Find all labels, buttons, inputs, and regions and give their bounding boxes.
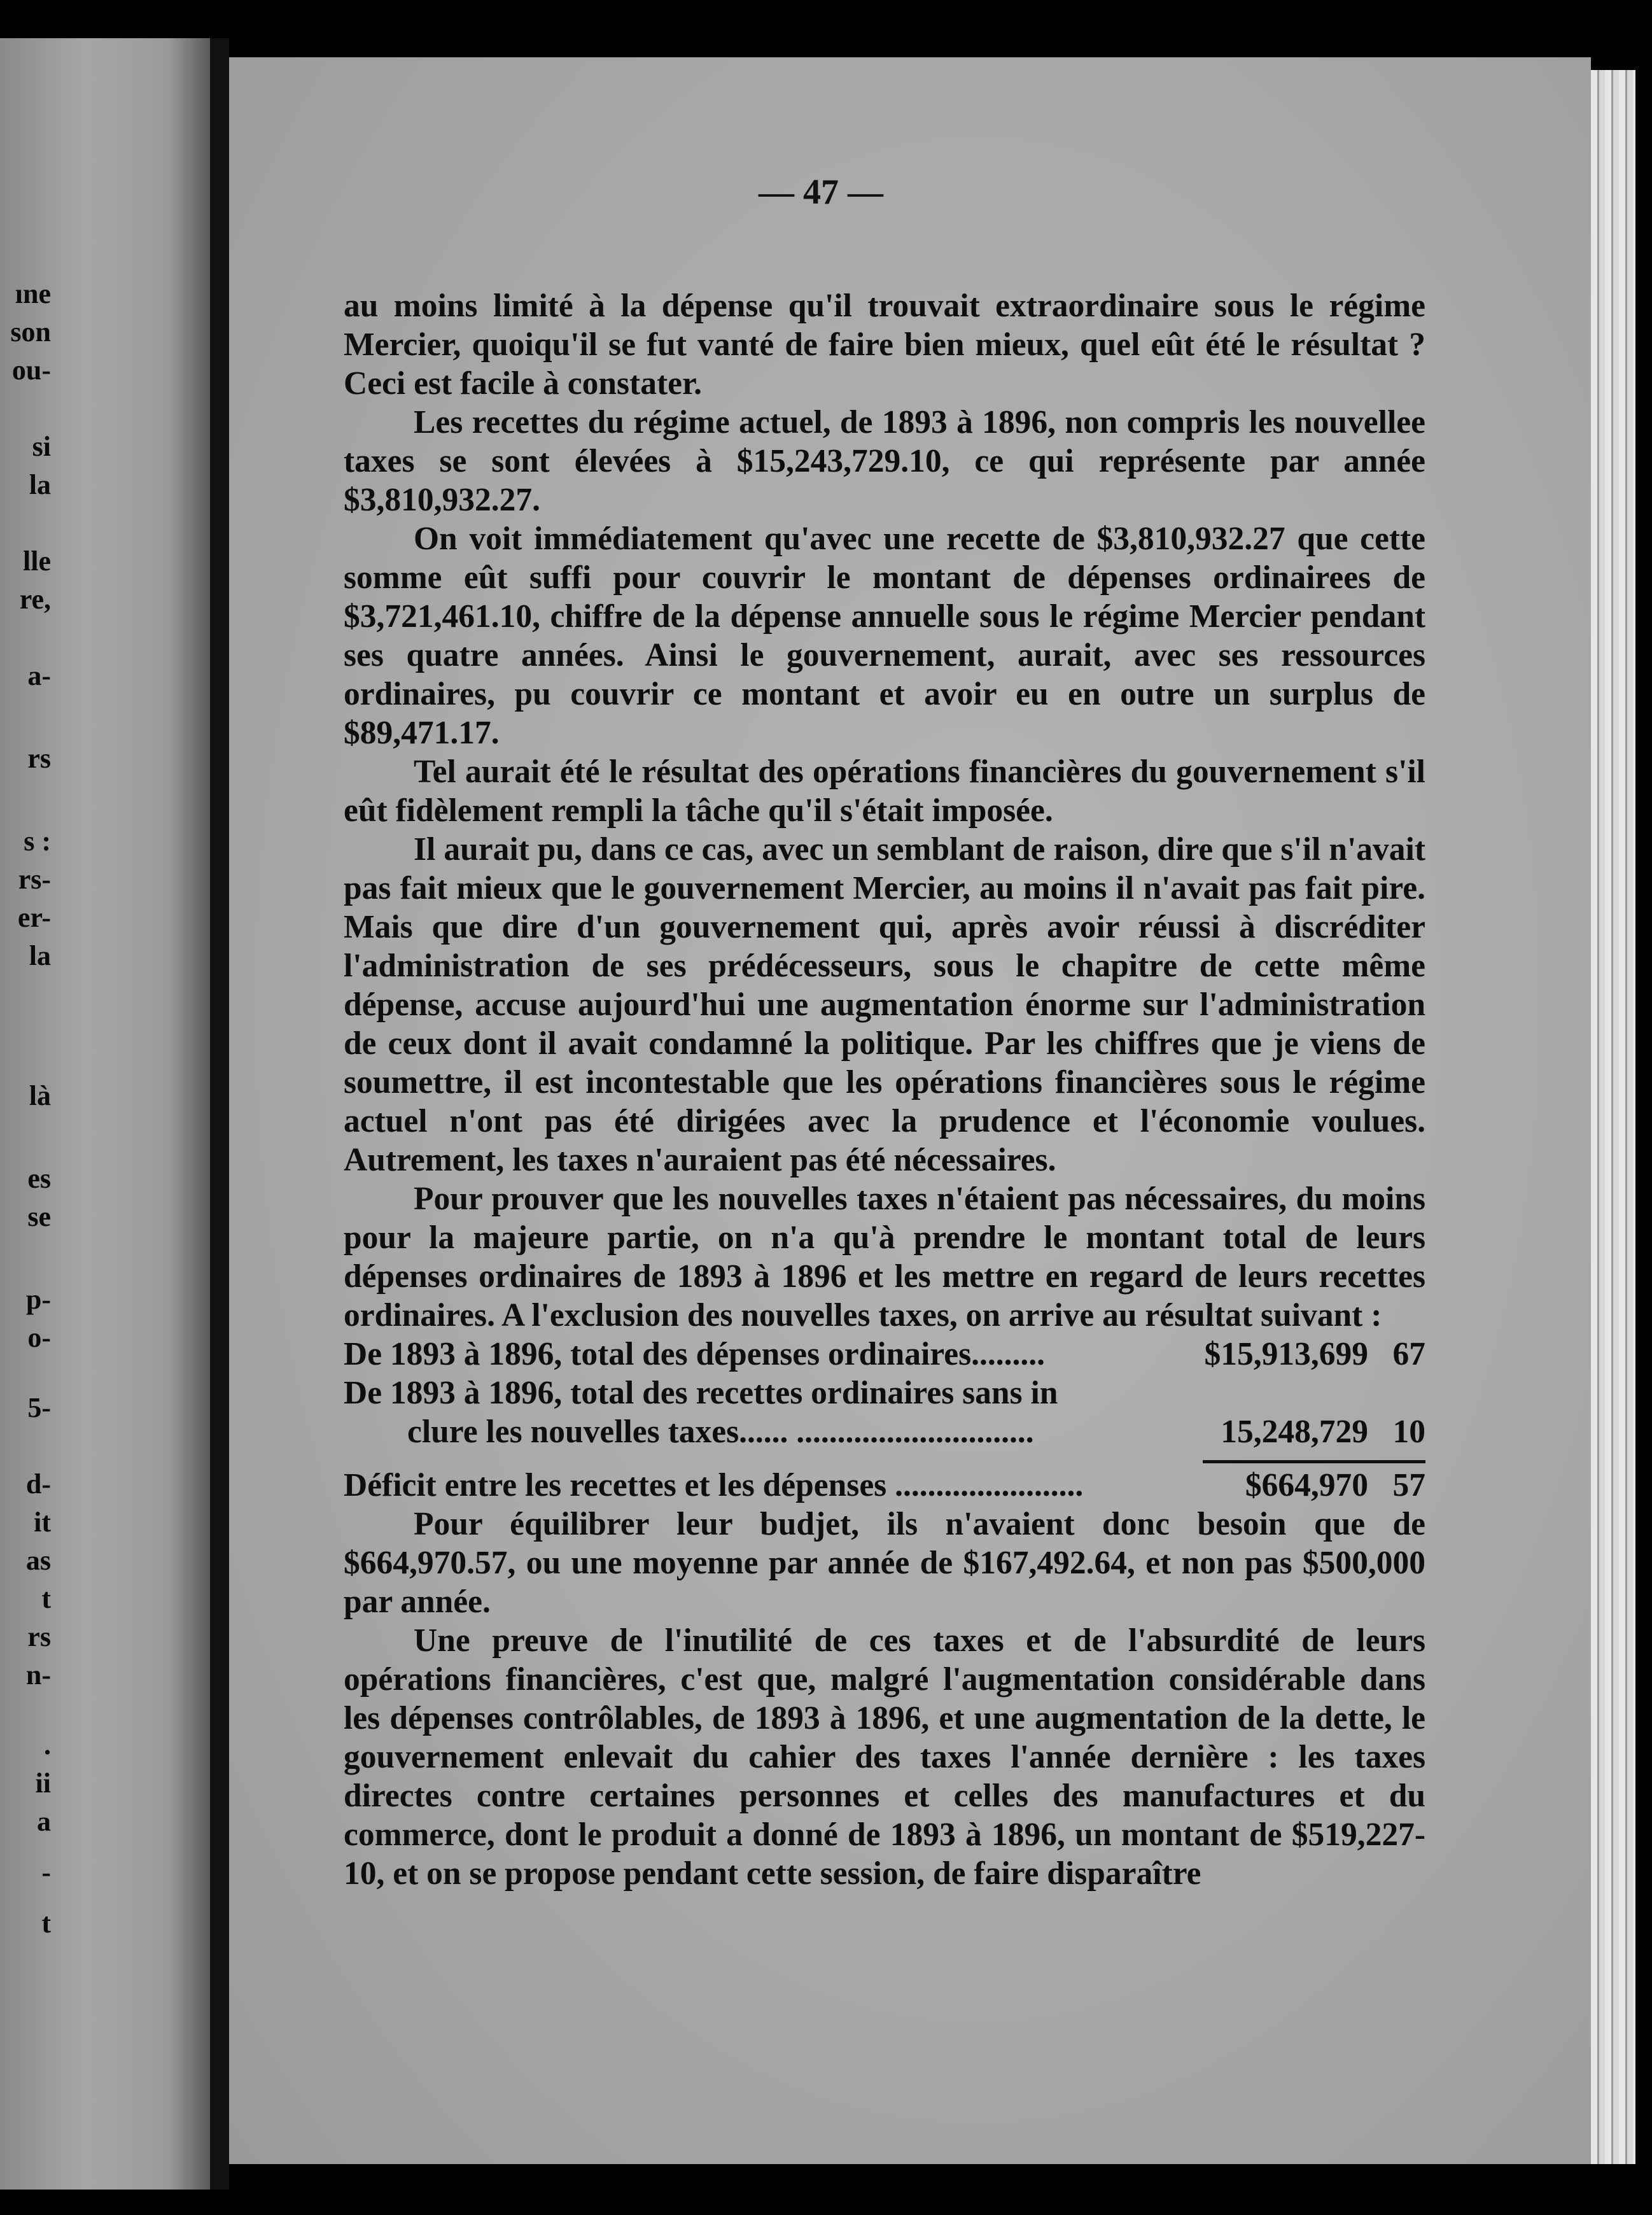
left-fragment: a- xyxy=(27,660,51,691)
left-fragment: rs xyxy=(27,743,51,774)
left-fragment: a xyxy=(37,1806,51,1837)
left-fragment: la xyxy=(29,940,51,971)
ledger-row-deficit xyxy=(344,1466,1425,1505)
paragraph: Pour équilibrer leur budjet, ils n'avaient donc besoin que de $664,970.57, ou une moyenne par année de $167,492.64, et non pas $500,000 par année. xyxy=(344,1506,1425,1620)
left-fragment: la xyxy=(29,469,51,500)
ledger-desc: De 1893 à 1896, total des recettes ordinaires sans in xyxy=(344,1375,1058,1411)
left-fragment: 5- xyxy=(27,1392,51,1423)
left-fragment: son xyxy=(10,316,51,348)
left-fragment: es xyxy=(27,1163,51,1194)
left-fragment: p- xyxy=(25,1284,51,1315)
ledger-row-receipts-cont xyxy=(344,1412,1425,1451)
left-fragment: ıne xyxy=(15,278,51,309)
page-stack-edge xyxy=(1591,70,1635,2164)
ledger-desc: Déficit entre les recettes et les dépenses ....................... xyxy=(344,1467,1084,1503)
left-fragment: er- xyxy=(17,902,51,933)
left-fragment: o- xyxy=(27,1322,51,1353)
paragraph: Tel aurait été le résultat des opérations financières du gouvernement s'il eût fidèlement rempli la tâche qu'il s'était imposée. xyxy=(344,754,1425,829)
paragraph: Les recettes du régime actuel, de 1893 à 1896, non compris les nouvellee taxes se sont élevées à $15,243,729.10, ce qui représente par année $3,810,932.27. xyxy=(344,404,1425,518)
left-fragment: ii xyxy=(35,1768,51,1799)
ledger-desc: clure les nouvelles taxes...... ............................. xyxy=(407,1414,1034,1450)
paragraph: On voit immédiatement qu'avec une recette de $3,810,932.27 que cette somme eût suffi pour couvrir le montant de dépenses ordinairees de $3,721,461.10, chiffre de la dépense annuelle sous le régime Mercier pendant ses quatre années. Ainsi le gouvernement, aurait, avec ses ressources ordinaires, pu couvrir ce montant et avoir eu en outre un surplus de $89,471.17. xyxy=(344,521,1425,751)
body-text xyxy=(344,286,1425,1893)
ledger-row-receipts xyxy=(344,1374,1425,1412)
financial-ledger xyxy=(344,1335,1425,1505)
paragraph: Pour prouver que les nouvelles taxes n'étaient pas nécessaires, du moins pour la majeure partie, on n'a qu'à prendre le montant total de leurs dépenses ordinaires de 1893 à 1896 et les mettre en regard de leurs recettes ordinaires. A l'exclusion des nouvelles taxes, on arrive au résultat suivant : xyxy=(344,1181,1425,1333)
ledger-cents: 57 xyxy=(1392,1467,1425,1503)
left-fragment: lle xyxy=(23,545,51,577)
ledger-amount: $15,913,699 xyxy=(1204,1336,1368,1372)
left-fragment: it xyxy=(34,1507,51,1538)
left-fragment: t xyxy=(41,1908,51,1939)
left-fragment: s : xyxy=(24,826,51,857)
paragraph: Une preuve de l'inutilité de ces taxes et de l'absurdité de leurs opérations financières, c'est que, malgré l'augmentation considérable dans les dépenses contrôlables, de 1893 à 1896, et une augmentation de la dette, le gouvernement enlevait du cahier des taxes l'année dernière : les taxes directes contre certaines personnes et celles des manufactures et du commerce, dont le produit a donné de 1893 à 1896, un montant de $519,227-10, et on se propose pendant cette session, de faire disparaître xyxy=(344,1622,1425,1892)
left-fragment: t xyxy=(41,1583,51,1614)
left-fragment: re, xyxy=(19,584,51,615)
left-fragment: rs- xyxy=(18,864,51,895)
left-fragment: se xyxy=(27,1201,51,1232)
left-facing-page xyxy=(0,38,210,2190)
left-fragment: si xyxy=(32,431,51,462)
ledger-amount: 15,248,729 xyxy=(1221,1414,1368,1450)
left-fragment: n- xyxy=(25,1659,51,1691)
left-fragment: là xyxy=(29,1080,51,1111)
ledger-cents: 67 xyxy=(1392,1336,1425,1372)
left-fragment: as xyxy=(25,1545,51,1576)
page-number: — 47 — xyxy=(759,172,883,212)
paragraph: au moins limité à la dépense qu'il trouvait extraordinaire sous le régime Mercier, quoiqu'il se fut vanté de faire bien mieux, quel eût été le résultat ? Ceci est facile à constater. xyxy=(344,288,1425,402)
book-gutter xyxy=(210,38,229,2190)
ledger-desc: De 1893 à 1896, total des dépenses ordinaires......... xyxy=(344,1336,1045,1372)
left-fragment: ou- xyxy=(11,355,51,386)
left-fragment: . xyxy=(44,1729,51,1761)
left-fragment: d- xyxy=(25,1468,51,1500)
paragraph: Il aurait pu, dans ce cas, avec un semblant de raison, dire que s'il n'avait pas fait mieux que le gouvernement Mercier, au moins il n'avait pas fait pire. Mais que dire d'un gouvernement qui, après avoir réussi à discréditer l'administration de ses prédécesseurs, sous le chapitre de cette même dépense, accuse aujourd'hui une augmentation énorme sur l'administration de ceux dont il avait condamné la politique. Par les chiffres que je viens de soumettre, il est incontestable que les opérations financières sous le régime actuel n'ont pas été dirigées avec la prudence et l'économie voulues. Autrement, les taxes n'auraient pas été nécessaires. xyxy=(344,831,1425,1178)
left-fragment: rs xyxy=(27,1621,51,1652)
ledger-row-expenses xyxy=(344,1335,1425,1374)
left-fragment: - xyxy=(41,1857,51,1888)
total-rule xyxy=(1203,1460,1425,1463)
ledger-amount: $664,970 xyxy=(1245,1467,1368,1503)
ledger-cents: 10 xyxy=(1392,1414,1425,1450)
